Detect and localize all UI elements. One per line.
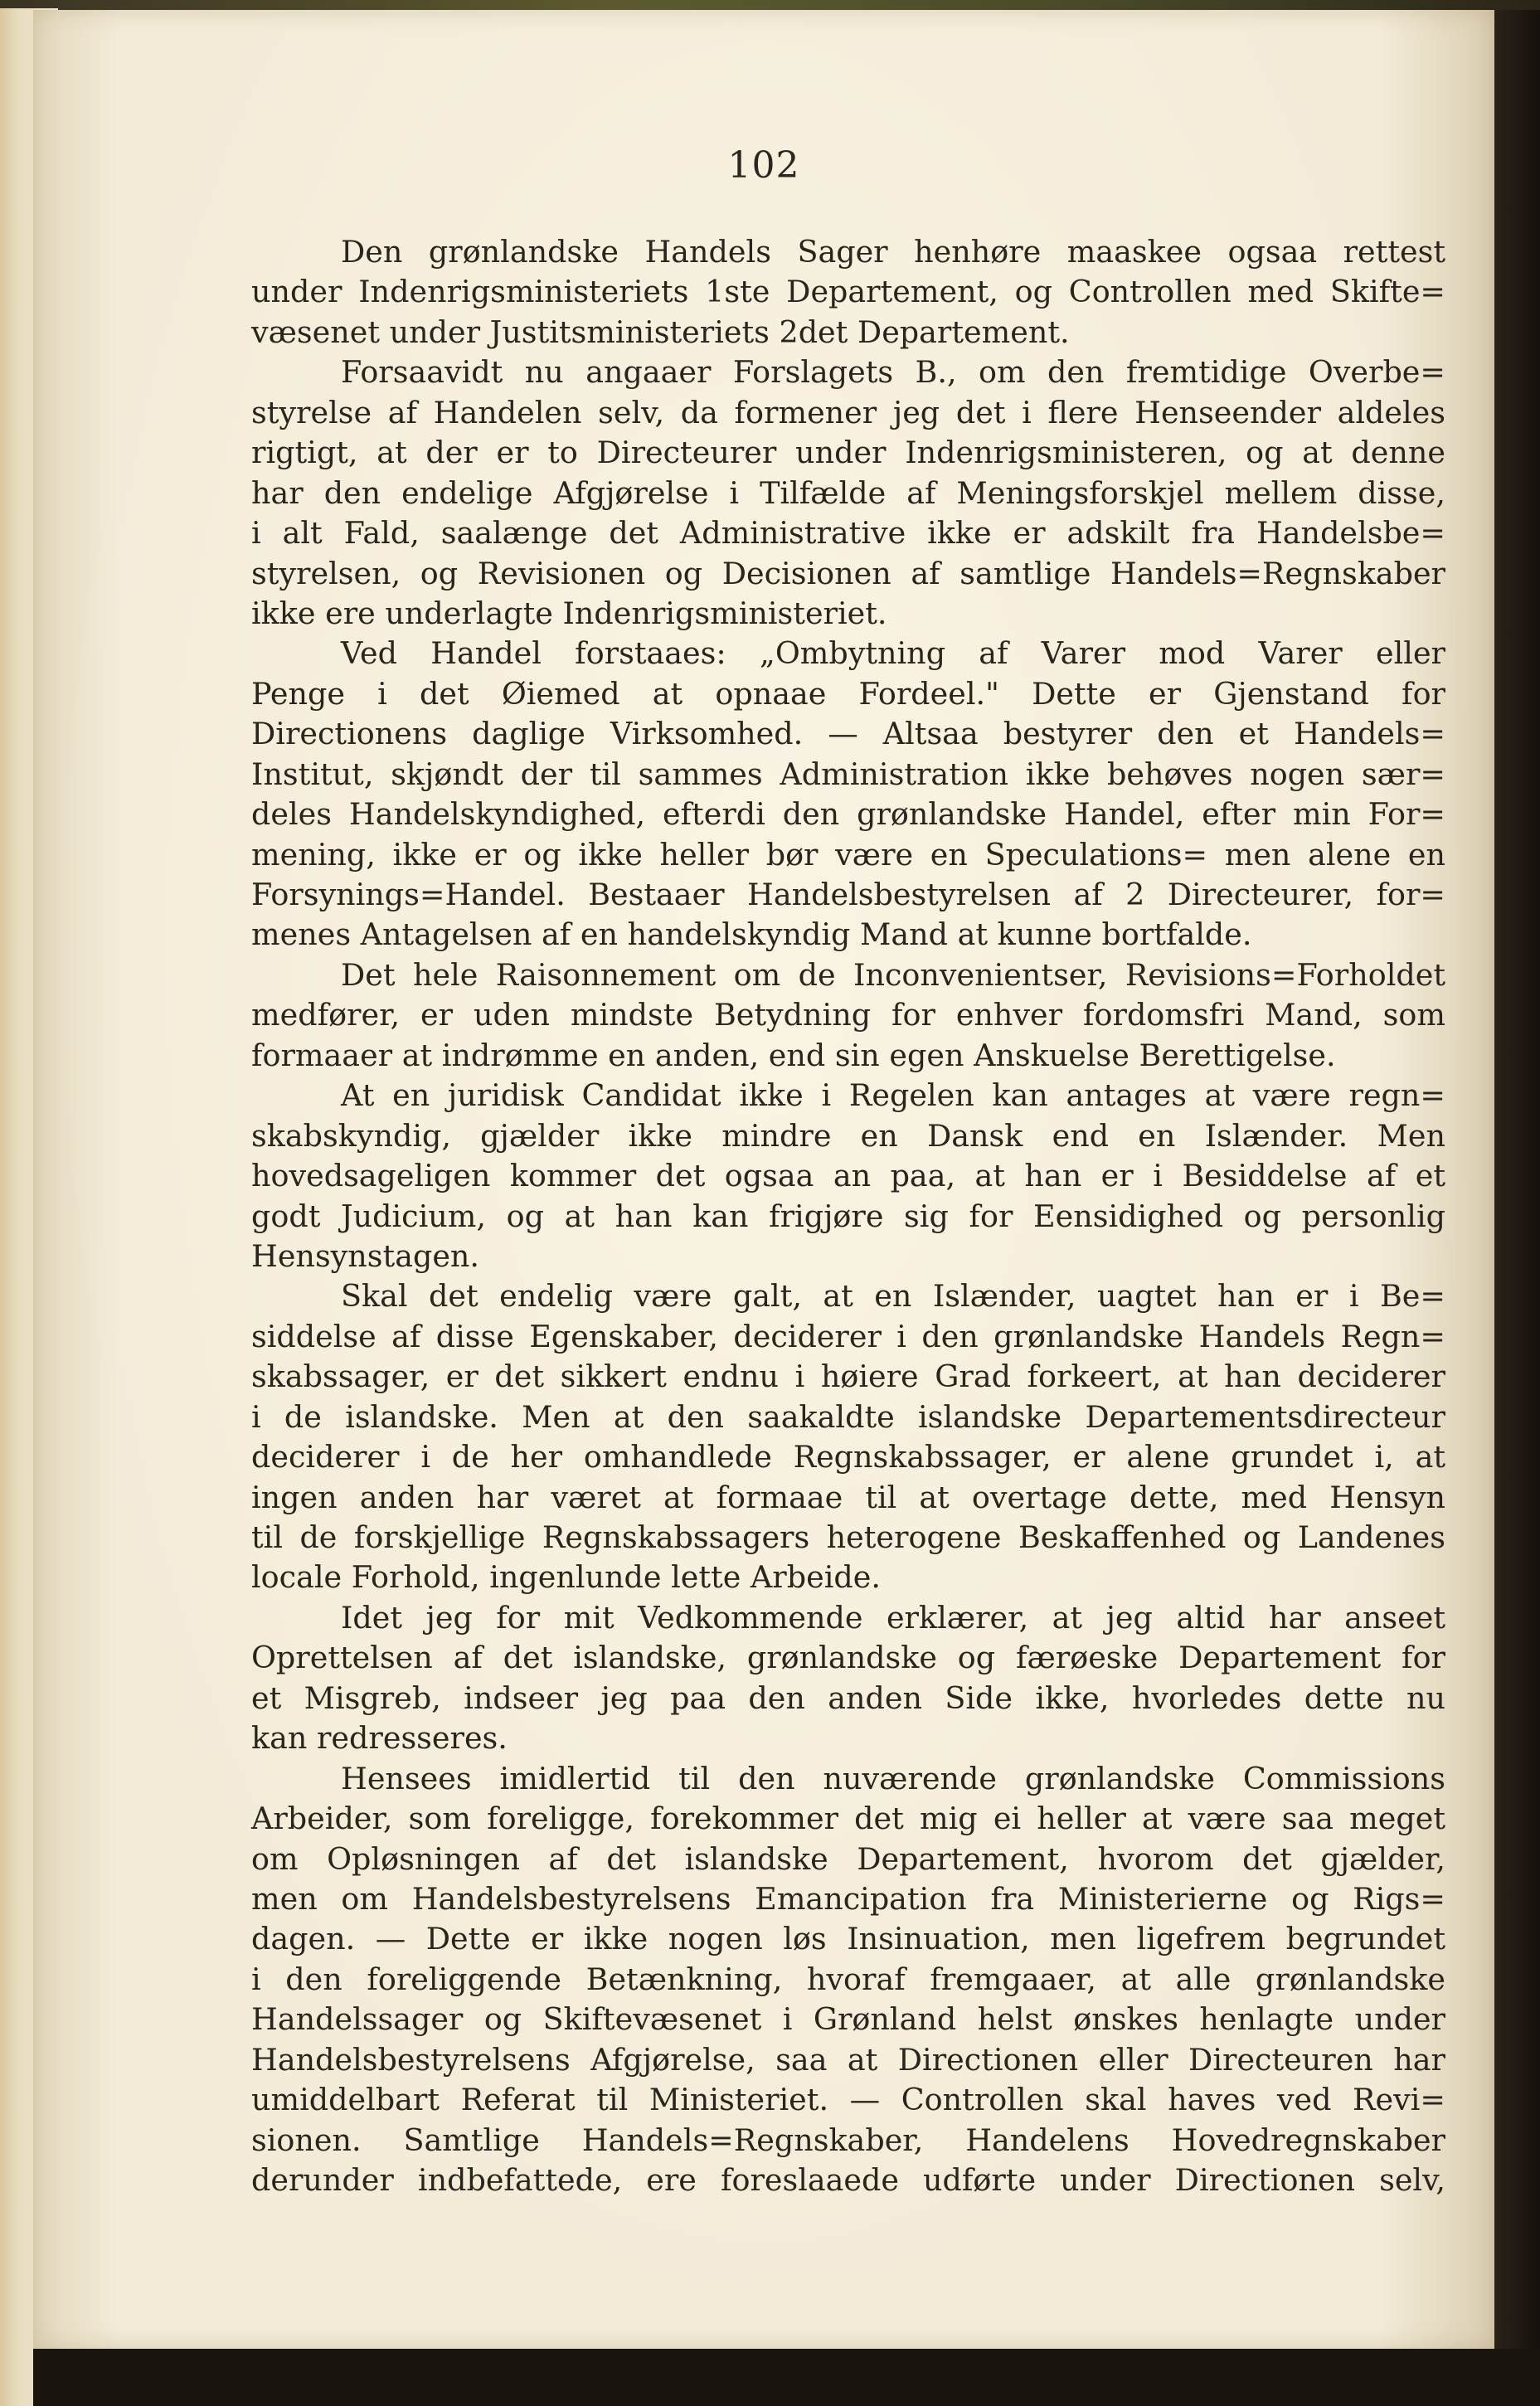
paragraph: [251, 1076, 1445, 1276]
text-line: styrelsen, og Revisionen og Decisionen af samtlige Handels=Regnskaber: [251, 555, 1445, 591]
text-line: Directionens daglige Virksomhed. — Altsaa bestyrer den et Handels=: [251, 716, 1445, 752]
text-line: Arbeider, som foreligge, forekommer det mig ei heller at være saa meget: [251, 1801, 1445, 1837]
page-number: 102: [727, 144, 800, 187]
paragraph: [251, 955, 1445, 1076]
text-line: i den foreliggende Betænkning, hvoraf fremgaaer, at alle grønlandske: [251, 1961, 1445, 1997]
paragraph: [251, 634, 1445, 955]
text-line: men om Handelsbestyrelsens Emancipation fra Ministerierne og Rigs=: [251, 1880, 1445, 1917]
text-line: ingen anden har været at formaae til at overtage dette, med Hensyn: [251, 1479, 1445, 1515]
text-line: i alt Fald, saalænge det Administrative ikke er adskilt fra Handelsbe=: [251, 515, 1445, 552]
paragraph: [251, 1759, 1445, 2201]
body-text: [251, 232, 1445, 2200]
text-line: under Indenrigsministeriets 1ste Departement, og Controllen med Skifte=: [251, 274, 1445, 310]
text-line: menes Antagelsen af en handelskyndig Mand at kunne bortfalde.: [251, 916, 1252, 953]
text-line: Idet jeg for mit Vedkommende erklærer, at jeg altid har anseet: [341, 1599, 1445, 1636]
text-line: deciderer i de her omhandlede Regnskabssager, er alene grundet i, at: [251, 1439, 1445, 1475]
text-line: Handelsbestyrelsens Afgjørelse, saa at Directionen eller Directeuren har: [251, 2041, 1445, 2078]
book-cover-edge-bottom: [33, 2349, 1540, 2406]
book-cover-edge-right: [1494, 10, 1540, 2406]
text-line: At en juridisk Candidat ikke i Regelen kan antages at være regn=: [341, 1077, 1445, 1114]
text-line: Forsaavidt nu angaaer Forslagets B., om den fremtidige Overbe=: [341, 354, 1445, 391]
text-line: hovedsageligen kommer det ogsaa an paa, at han er i Besiddelse af et: [251, 1158, 1445, 1194]
text-line: sionen. Samtlige Handels=Regnskaber, Handelens Hovedregnskaber: [251, 2122, 1445, 2158]
text-line: kan redresseres.: [251, 1720, 508, 1757]
text-line: Penge i det Øiemed at opnaae Fordeel." Dette er Gjenstand for: [251, 675, 1445, 712]
paragraph: [251, 1598, 1445, 1759]
text-line: Den grønlandske Handels Sager henhøre maaskee ogsaa rettest: [341, 234, 1445, 270]
book-page: [33, 10, 1494, 2349]
text-line: Ved Handel forstaaes: „Ombytning af Varer mod Varer eller: [341, 635, 1445, 672]
text-line: dagen. — Dette er ikke nogen løs Insinuation, men ligefrem begrundet: [251, 1921, 1445, 1957]
text-line: medfører, er uden mindste Betydning for enhver fordomsfri Mand, som: [251, 997, 1445, 1033]
text-line: Det hele Raisonnement om de Inconvenientser, Revisions=Forholdet: [341, 956, 1445, 993]
text-line: umiddelbart Referat til Ministeriet. — Controllen skal haves ved Revi=: [251, 2082, 1445, 2118]
text-line: i de islandske. Men at den saakaldte islandske Departementsdirecteur: [251, 1398, 1445, 1435]
text-line: har den endelige Afgjørelse i Tilfælde af Meningsforskjel mellem disse,: [251, 474, 1445, 511]
text-line: til de forskjellige Regnskabssagers heterogene Beskaffenhed og Landenes: [251, 1519, 1445, 1555]
text-line: Hensynstagen.: [251, 1237, 480, 1274]
text-line: om Opløsningen af det islandske Departement, hvorom det gjælder,: [251, 1840, 1445, 1877]
text-line: væsenet under Justitsministeriets 2det Departement.: [251, 314, 1070, 350]
text-line: Forsynings=Handel. Bestaaer Handelsbestyrelsen af 2 Directeurer, for=: [251, 877, 1445, 912]
text-line: skabssager, er det sikkert endnu i høiere Grad forkeert, at han deciderer: [251, 1359, 1445, 1395]
text-line: ikke ere underlagte Indenrigsministeriet.: [251, 595, 887, 631]
text-line: rigtigt, at der er to Directeurer under Indenrigsministeren, og at denne: [251, 435, 1445, 471]
text-line: Handelssager og Skiftevæsenet i Grønland helst ønskes henlagte under: [251, 2001, 1445, 2038]
text-line: locale Forhold, ingenlunde lette Arbeide.: [251, 1559, 881, 1596]
text-line: siddelse af disse Egenskaber, deciderer i den grønlandske Handels Regn=: [251, 1318, 1445, 1354]
text-line: et Misgreb, indseer jeg paa den anden Side ikke, hvorledes dette nu: [251, 1679, 1445, 1716]
paragraph: [251, 1276, 1445, 1598]
text-line: mening, ikke er og ikke heller bør være en Speculations= men alene en: [251, 836, 1445, 872]
text-line: derunder indbefattede, ere foreslaaede udførte under Directionen selv,: [251, 2162, 1445, 2198]
text-line: skabskyndig, gjælder ikke mindre en Dansk end en Islænder. Men: [251, 1117, 1445, 1154]
text-line: godt Judicium, og at han kan frigjøre sig for Eensidighed og personlig: [251, 1198, 1445, 1234]
text-line: Hensees imidlertid til den nuværende grønlandske Commissions: [341, 1760, 1445, 1796]
text-line: Skal det endelig være galt, at en Islænder, uagtet han er i Be=: [341, 1278, 1445, 1315]
text-line: Oprettelsen af det islandske, grønlandske og færøeske Departement for: [251, 1640, 1445, 1676]
text-line: formaaer at indrømme en anden, end sin egen Anskuelse Berettigelse.: [251, 1037, 1336, 1073]
paragraph: [251, 232, 1445, 352]
text-line: deles Handelskyndighed, efterdi den grønlandske Handel, efter min For=: [251, 796, 1445, 833]
text-line: styrelse af Handelen selv, da formener jeg det i flere Henseender aldeles: [251, 394, 1445, 430]
paragraph: [251, 352, 1445, 634]
text-line: Institut, skjøndt der til sammes Administration ikke behøves nogen sær=: [251, 756, 1445, 792]
